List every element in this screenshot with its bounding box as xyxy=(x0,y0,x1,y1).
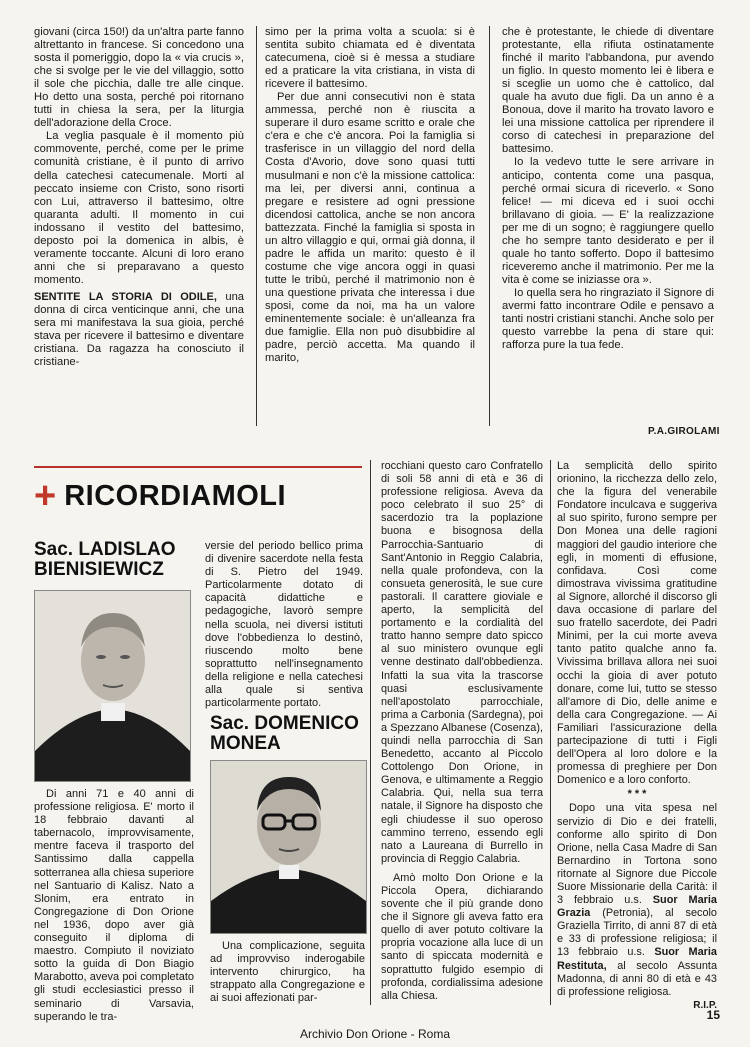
paragraph: Una complicazione, seguita ad improvviso inderogabile intervento chirurgico, ha strappato alla Congregazione e ai suoi affezionati par- xyxy=(210,940,365,1005)
separator-stars: * * * xyxy=(627,788,647,801)
obituary-text-ladislao xyxy=(34,788,194,1024)
paragraph: versie del periodo bellico prima di divenire sacerdote nella festa di S. Pietro del 1949. Particolarmente dotato di capacità didattiche e pedagogiche, lavorò sempre nella scuola, nei diversi istituti dove l'obbedienza lo destinò, riuscendo molto bene soprattutto nell'insegnamento della religione e nella catechesi alla quale si sentiva particolarmente portato. xyxy=(205,540,363,710)
column-divider xyxy=(489,26,490,426)
subheading-odile: SENTITE LA STORIA DI ODILE, xyxy=(34,290,217,303)
paragraph: La semplicità dello spirito orionino, la ricchezza dello zelo, che la figura del venerabile Fondatore inculcava e suggeriva al suo spirito, furono sempre per Don Monea una delle ragioni maggiori del gaudio interiore che egli, in momenti di effusione, confidava. Così come dimostrava vivissima gratitudine al Signore, allorché il discorso gli dava occasione di parlare del suo fratello sacerdote, dei Padri Minimi, per la cui morte aveva tanto patito qualche anno fa. Vivissima brillava allora nei suoi occhi la gioia di aver potuto donare, come lui, tutto se stesso all'amore di Dio, delle anime e della cara Congregazione. — Ai Familiari l'assicurazione della partecipazione di tutti i Figli dell'Opera al loro dolore e la promessa di preghiere per Don Domenico e a loro conforto. xyxy=(557,460,717,787)
paragraph: Amò molto Don Orione e la Piccola Opera, dichiarando sovente che il più grande dono che il Signore gli aveva fatto era quello di aver potuto coltivare la propria vocazione alla luce di un santo di spiccata modernità e soprattutto fulgido esempio di profonda, cordialissima adesione alla Chiesa. xyxy=(381,871,543,1002)
paragraph: giovani (circa 150!) da un'altra parte fanno altrettanto in francese. Si concedono una sosta il pomeriggio, dopo la « via crucis », che si svolge per le vie del villaggio, sotto il sole che picchia, dalle tre alle cinque. Ho detto una sosta, perché poi ritornano tutti in chiesa la sera, per la liturgia dell'adorazione della Croce. xyxy=(34,26,244,130)
column-divider xyxy=(256,26,257,426)
portrait-icon xyxy=(35,591,190,781)
portrait-icon xyxy=(211,761,366,933)
portrait-photo-domenico xyxy=(210,760,367,934)
obituary-column-4 xyxy=(381,460,543,1003)
sisters-intro: Dopo una vita spesa nel servizio di Dio e dei fratelli, conforme allo spirito di Don Orione, nella Casa Madre di San Bernardino in Tortona sono ritornate al Signore due Piccole Suore Missionarie della Carità: il 3 febbraio u.s. xyxy=(557,802,717,907)
paragraph: Io quella sera ho ringraziato il Signore di avermi fatto incontrare Odile e pensavo a tanti nostri cristiani stanchi. Anche solo per questo varrebbe la pena di stare qui: rafforza pure la tua fede. xyxy=(502,286,714,352)
section-rule xyxy=(34,466,362,468)
paragraph xyxy=(557,802,717,998)
page-number: 15 xyxy=(706,1008,720,1022)
paragraph: Per due anni consecutivi non è stata ammessa, perché non è riuscita a superare il duro esame scritto e orale che c'era e che c'è ancora. Poi la famiglia si trasferisce in un villaggio del nord della Costa d'Avorio, dove sono quasi tutti musulmani e non c'è la missione cattolica: ma lei, per diversi anni, continua a pregare e resistere ad ogni pressione dicendosi cattolica, anche se non ancora battezzata. Finché la famiglia si sposta in un altro villaggio e qui, ormai già donna, il padre le affida un marito: questo è il costume che vige ancora oggi in quasi tutte le tribù, perché il matrimonio non è una questione privata che interessa i due sposi, come da noi, ma ha un valore eminentemente sociale: è un'alleanza fra due famiglie. Ella non può disubbidire al padre, perciò accetta. Ma quando il marito, xyxy=(265,91,475,365)
sister-name-2: Suor Maria Restituta, xyxy=(557,946,717,972)
top-column-3 xyxy=(502,26,714,352)
name-line: BIENISIEWICZ xyxy=(34,559,164,580)
column-divider xyxy=(550,460,551,1005)
paragraph: Io la vedevo tutte le sere arrivare in anticipo, contenta come una pasqua, perché ormai sicura di riceverlo. « Sono felice! — mi diceva ed i suoi occhi brillavano di gioia. — E' la realizzazione per me di un sogno; è raggiungere quello che ho sempre tanto desiderato e per il quale ho tanto sofferto. Dopo il battesimo riceveremo anche il matrimonio. Per me la vita è come se iniziasse ora ». xyxy=(502,156,714,286)
name-line: MONEA xyxy=(210,733,281,754)
obituary-column-5 xyxy=(557,460,717,1012)
paragraph: che è protestante, le chiede di diventare protestante, ella rifiuta ostinatamente finché il marito l'abbandona, pur avendo un figlio. In questo momento lei è libera e si sceglie un uomo che è cattolico, dal quale ha avuto due figli. Da un anno è a Bonoua, dove il marito ha trovato lavoro e lei una missione cattolica per riprendere il corso di catechesi in preparazione del battesimo. xyxy=(502,26,714,156)
name-line: Sac. LADISLAO xyxy=(34,539,176,560)
top-column-2 xyxy=(265,26,475,365)
paragraph: rocchiani questo caro Confratello di soli 58 anni di età e 36 di professione religiosa. Aveva da poco celebrato il suo 25° di sacerdozio tra la poplazione buona e bisognosa della Parrocchia-Santuario di Sant'Antonio in Reggio Calabria, nella quale profondeva, con la consueta generosità, le sue cure pastorali. Il carattere gioviale e aperto, la semplicità del portamento e la cordialità del tratto hanno sempre dato spicco al suo ministero ovunque egli venne destinato dall'obbedienza. Infatti la sua vita la trascorse quasi esclusivamente nell'apostolato parrocchiale, prima a Carbonia (Sardegna), poi a Spezzano Albanese (Cosenza), quindi nella parrocchia di San Benedetto, accanto al Piccolo Cottolengo Don Orione, in Genova, e ultimamente a Reggio Calabria. Qui, nella sua terra natale, il Signore ha disposto che egli chiudesse il suo operoso cammino terreno, essendo egli nato a Laureana di Burrello in provincia di Reggio Calabria. xyxy=(381,460,543,865)
section-title-text: RICORDIAMOLI xyxy=(64,479,287,512)
paragraph xyxy=(34,291,244,369)
obituary-text-ladislao-cont xyxy=(205,540,363,710)
author-signature: P.A.GIROLAMI xyxy=(648,426,720,437)
paragraph: simo per la prima volta a scuola: si è sentita subito chiamata ed è diventata catecumena, cioè si è messa a studiare ed a praticare la vita cristiana, in vista di ricevere il battesimo. xyxy=(265,26,475,91)
paragraph: Di anni 71 e 40 anni di professione religiosa. E' morto il 18 febbraio davanti al tabernacolo, improvvisamente, mentre faceva il trasporto del Santissimo dalla cappella sotterranea alla chiesa superiore nel Santuario di Kalisz. Nato a Slonim, era entrato in Congregazione di Don Orione nel 1936, dopo aver già conseguito il diploma di maestro. Compiuto il noviziato sotto la guida di Don Biagio Marabotto, aveva poi completato gli studi ecclesiastici presso il seminario di Varsavia, superando le tra- xyxy=(34,788,194,1023)
top-column-1 xyxy=(34,26,244,369)
name-line: Sac. DOMENICO xyxy=(210,713,359,734)
rip-label: R.I.P. xyxy=(693,999,717,1011)
obituary-text-domenico xyxy=(210,940,365,1005)
column-divider xyxy=(370,460,371,1005)
obituary-name-domenico xyxy=(210,714,359,754)
paragraph: La veglia pasquale è il momento più commovente, perché, come per le prime comunità cristiane, è il punto di arrivo della catechesi catecumenale. Morti al peccato insieme con Cristo, sono risorti con Lui, attraverso il battesimo, oltre quaranta adulti. Il momento in cui indossano il vestito del battesimo, deposto poi la domenica in albis, è veramente toccante. Alcuni di loro erano anni che si preparavano a questo momento. xyxy=(34,130,244,286)
section-title xyxy=(34,475,334,517)
paragraph-text: una donna di circa venticinque anni, che una sera mi manifestava la sua gioia, perché stava per ricevere il battesimo e diventare cristiana. Da ragazza ha conosciuto il cristiane- xyxy=(34,290,245,369)
obituary-name-ladislao xyxy=(34,540,175,580)
sister-name-1: Suor Maria Grazia xyxy=(557,894,717,920)
sisters-mid: (Petronia), al secolo Graziella Tirrito, di anni 87 di età e 33 di professione religiosa; il 13 febbraio u.s. xyxy=(557,907,717,959)
sisters-end: al secolo Assunta Madonna, di anni 80 di età e 43 di professione religiosa. xyxy=(557,959,717,998)
cross-icon: + xyxy=(34,475,57,517)
archive-footer: Archivio Don Orione - Roma xyxy=(299,1027,451,1041)
portrait-photo-ladislao xyxy=(34,590,191,782)
